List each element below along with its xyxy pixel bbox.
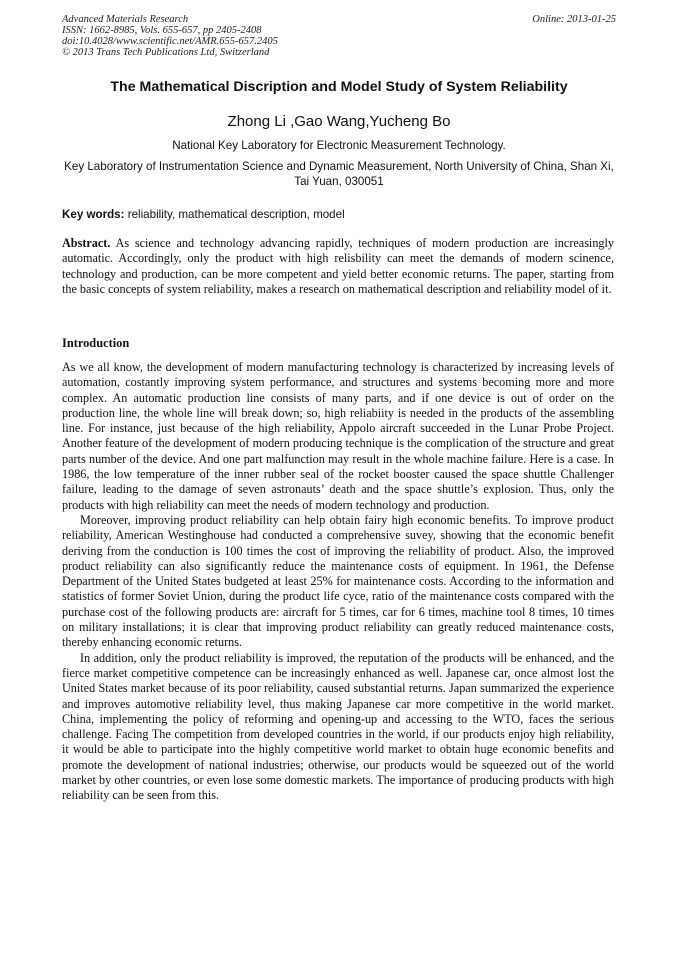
- abstract: [62, 236, 614, 297]
- abstract-label: Abstract.: [62, 236, 111, 250]
- keywords: [62, 208, 616, 221]
- paragraph: Moreover, improving product reliability can help obtain fairy high economic benefits. To improve product reliability, American Westinghouse had conducted a comprehensive suvey, showing that the economic benefit deriving from the conduction is 100 times the cost of improving the reliability of product. Also, the improved product reliability can also significantly reduce the maintenance costs of equipment. In 1961, the Defense Department of the United States budgeted at least 25% for maintenance costs. According to the information and statistics of former Soviet Union, during the product life cyce, ratio of the maintenance costs compared with the purchase cost of the following products are: aircraft for 5 times, car for 6 times, machine tool 8 times, 10 times on military installations; it is clear that improving product reliability can greatly reduced maintenance costs, thereby enhancing economic returns.: [62, 512, 614, 650]
- introduction-body: [62, 360, 614, 804]
- affiliation-1: National Key Laboratory for Electronic Measurement Technology.: [172, 139, 506, 152]
- doi-line: doi:10.4028/www.scientific.net/AMR.655-657.2405: [62, 36, 278, 47]
- copyright-line: © 2013 Trans Tech Publications Ltd, Switzerland: [62, 47, 270, 58]
- authors: Zhong Li ,Gao Wang,Yucheng Bo: [227, 113, 451, 130]
- keywords-label: Key words:: [62, 208, 125, 221]
- issn-line: ISSN: 1662-8985, Vols. 655-657, pp 2405-2408: [62, 25, 262, 36]
- paper-title: The Mathematical Discription and Model Study of System Reliability: [110, 79, 568, 95]
- online-date: Online: 2013-01-25: [532, 14, 616, 25]
- affiliation-2: Key Laboratory of Instrumentation Science and Dynamic Measurement, North University of China, Shan Xi, Tai Yuan, 030051: [64, 160, 614, 188]
- abstract-text: As science and technology advancing rapidly, techniques of modern production are increasingly automatic. Accordingly, only the product with high relisbility can meet the demands of modern scinence, technology and production, can be more competent and yield better economic returns. The paper, starting from the basic concepts of system reliability, makes a research on mathematical description and reliability model of it.: [62, 236, 614, 296]
- paragraph: As we all know, the development of modern manufacturing technology is characterized by increasing levels of automation, costantly improving system performance, and structures and systems becoming more and more complex. An automatic production line consists of many parts, and if one device is out of order on the production line, the whole line will break down; so, high reliabiity is needed in the products of the assembling line. For instance, just because of the high reliability, Appolo aircraft succeeded in the Lunar Probe Project. Another feature of the development of modern producing technique is the complication of the structure and great parts number of the device. And one part malfunction may result in the whole machine failure. Here is a case. In 1986, the low temperature of the inner rubber seal of the rocket booster caused the space shuttle Challenger failure, leading to the damage of seven astronauts’ death and the space shuttle’s explosion. Thus, only the products with high reliability can meet the needs of modern technology and production.: [62, 360, 614, 512]
- paragraph: In addition, only the product reliability is improved, the reputation of the products will be enhanced, and the fierce market competitive competence can be increasingly enhanced as well. Japanese car, once almost lost the United States market because of its poor reliability, caused substantial returns. Japan summarized the experience and improves automotive reliability level, thus making Japanese car more competitive in the world market. China, implementing the policy of reforming and opening-up and accessing to the WTO, faces the serious challenge. Facing The competition from developed countries in the world, if our products enjoy high reliability, it would be able to participate into the highly competitive world market to obtain huge economic benefits and promote the development of national industries; otherwise, our products would be squeezed out of the world market by other countries, or even lose some domestic markets. The importance of producing products with high reliability can be seen from this.: [62, 650, 614, 803]
- keywords-text: reliability, mathematical description, model: [124, 208, 345, 221]
- journal-header: [62, 14, 616, 58]
- journal-name: Advanced Materials Research: [62, 14, 189, 25]
- section-heading-introduction: Introduction: [62, 336, 130, 350]
